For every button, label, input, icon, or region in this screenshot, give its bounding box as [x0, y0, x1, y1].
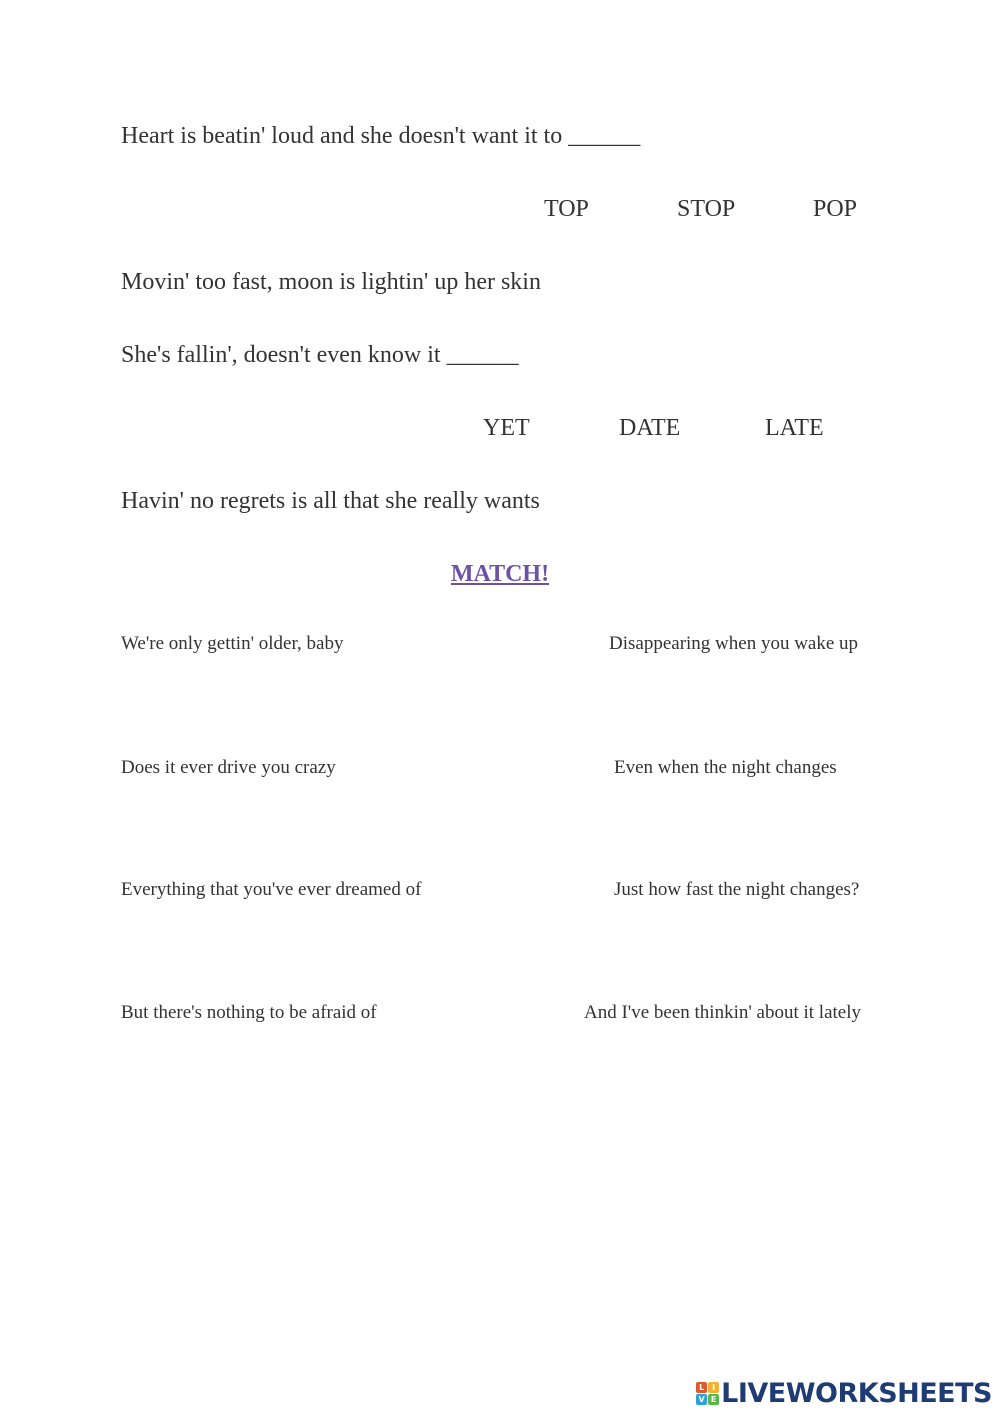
logo-tile-i: I [708, 1382, 719, 1393]
match-left-4[interactable]: But there's nothing to be afraid of [121, 1002, 377, 1023]
lyric-line-3: She's fallin', doesn't even know it ______ [121, 342, 519, 368]
match-right-3[interactable]: Just how fast the night changes? [614, 879, 860, 900]
logo-tile-v: V [696, 1394, 707, 1405]
option-yet[interactable]: YET [483, 415, 530, 441]
liveworksheets-logo-icon [696, 1382, 719, 1405]
match-heading: MATCH! [450, 561, 550, 587]
match-left-3[interactable]: Everything that you've ever dreamed of [121, 879, 422, 900]
option-pop[interactable]: POP [813, 196, 858, 222]
lyric-line-1: Heart is beatin' loud and she doesn't want it to ______ [121, 123, 641, 149]
match-left-1[interactable]: We're only gettin' older, baby [121, 633, 344, 654]
logo-tile-e: E [708, 1394, 719, 1405]
option-stop[interactable]: STOP [677, 196, 736, 222]
logo-wordmark: LIVEWORKSHEETS [721, 1378, 992, 1409]
match-right-4[interactable]: And I've been thinkin' about it lately [584, 1002, 862, 1023]
match-right-2[interactable]: Even when the night changes [614, 757, 837, 778]
option-top[interactable]: TOP [544, 196, 589, 222]
option-late[interactable]: LATE [765, 415, 824, 441]
liveworksheets-logo [696, 1380, 992, 1407]
match-right-1[interactable]: Disappearing when you wake up [609, 633, 859, 654]
logo-tile-l: L [696, 1382, 707, 1393]
lyric-line-2: Movin' too fast, moon is lightin' up her skin [121, 269, 541, 295]
option-date[interactable]: DATE [619, 415, 681, 441]
lyric-line-4: Havin' no regrets is all that she really wants [121, 488, 540, 514]
match-left-2[interactable]: Does it ever drive you crazy [121, 757, 336, 778]
